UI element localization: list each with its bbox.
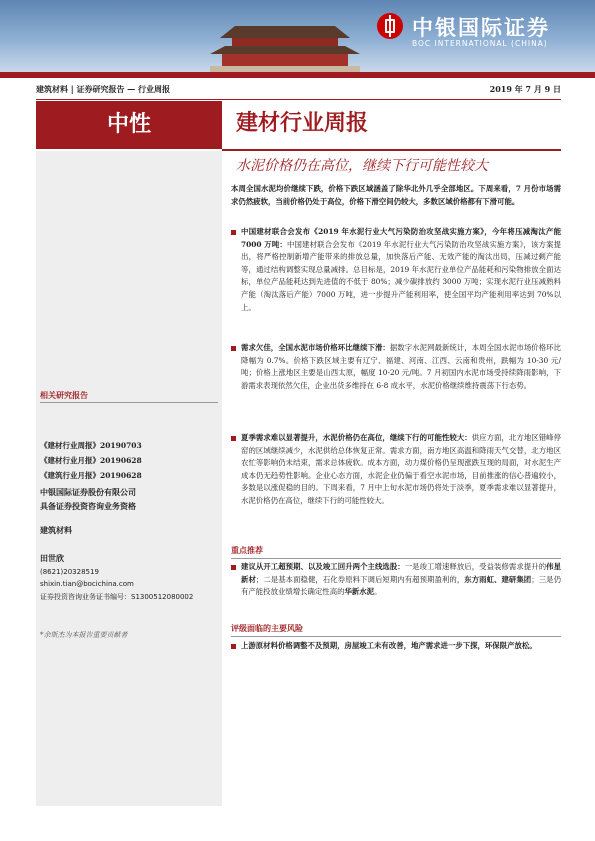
report-title: 建材行业周报: [236, 111, 369, 136]
recommend-text: 一是竣工增速释放后，受益装修需求提升的: [404, 562, 547, 571]
related-report[interactable]: 《建材行业周报》20190703: [40, 441, 142, 450]
bullet-square-icon: [231, 565, 236, 570]
company-name: 中银国际证券股份有限公司: [40, 487, 136, 497]
bullet-square-icon: [231, 644, 236, 649]
palace-illustration: [210, 18, 360, 72]
recommend-text: ；三是仍有产能投放业绩增长确定性高的: [241, 574, 561, 597]
section-divider: [231, 636, 561, 637]
title-divider: [222, 149, 561, 151]
recommend-bold: 建议从开工超预期、以及竣工回升两个主线选股：: [241, 562, 405, 571]
bullet-heading: 夏季需求难以显著提升，水泥价格仍在高位，继续下行的可能性较大：: [241, 433, 472, 442]
bullet-heading: 需求欠佳，全国水泥市场价格环比继续下滑：: [241, 343, 390, 352]
qualification: 具备证券投资咨询业务资格: [40, 501, 136, 511]
risk-text: 上游原材料价格调整不及预期，房屋竣工未有改善，地产需求进一步下探，环保限产放松。: [241, 641, 537, 650]
header-strip: [0, 72, 595, 78]
report-category: 建筑材料 | 证券研究报告 — 行业周报: [36, 84, 171, 94]
analyst-phone: (8621)20328519: [40, 568, 99, 576]
recommend-item: [231, 561, 561, 599]
bullet-item: [231, 342, 561, 392]
report-subtitle: 水泥价格仍在高位，继续下行可能性较大: [236, 158, 488, 174]
bullet-item: [231, 432, 561, 508]
related-report[interactable]: 《建筑行业月报》20190628: [40, 471, 142, 480]
boc-logo-icon: [377, 13, 403, 39]
sidebar: [36, 151, 222, 806]
related-report[interactable]: 《建材行业月报》20190628: [40, 456, 142, 465]
risk-item: [231, 640, 561, 653]
license-number: 证券投资咨询业务证书编号：S1300512080002: [40, 593, 194, 601]
bullet-square-icon: [231, 230, 236, 235]
risk-heading: 评级面临的主要风险: [231, 623, 303, 633]
stock-name: 华新水泥: [344, 587, 375, 597]
header-banner: [0, 0, 595, 72]
bullet-text: 中国建材联合会发布《2019 年水泥行业大气污染防治攻坚战实施方案》，该方案提出，将严格控制新增产能带来的排放总量，加快落后产能、无效产能的淘汰出局，压减过剩产能等，通过结构调整实现总量减排。总目标是，2019 年水泥行业单位产品能耗和污染物排放全面达标，单位产品能耗达到先进值的不低于 80%；减少碳排放约 3000 万吨；实现水泥行业压减熟料产能（淘汰落后产能）7000 万吨，进一步提升产能利用率，使全国平均产能利用率达到 70%以上。: [241, 239, 561, 312]
bullet-square-icon: [231, 346, 236, 351]
report-date: 2019 年 7 月 9 日: [489, 84, 561, 94]
analyst-email[interactable]: shixin.tian@bocichina.com: [40, 580, 134, 588]
bullet-text: 据数字水泥网最新统计，本周全国水泥市场价格环比降幅为 0.7%。价格下跌区域主要有辽宁、福建、河南、江西、云南和贵州，跌幅为 10-30 元/吨；价格上涨地区主要是山西太原，幅度 10-20 元/吨。7 月初国内水泥市场受持续降雨影响，下游需求表现依然欠佳，企业出货多维持在 6-8 成水平，水泥价格继续维持震荡下行态势。: [241, 343, 561, 390]
related-reports-heading: 相关研究报告: [40, 390, 88, 400]
divider: [36, 99, 561, 100]
meta-row: [36, 84, 561, 98]
recommend-heading: 重点推荐: [231, 545, 263, 555]
analyst-name: 田世欣: [40, 553, 64, 563]
rating-badge: 中性: [36, 101, 222, 149]
sector-name: 建筑材料: [40, 525, 72, 535]
stock-name: 伟星新材: [241, 562, 561, 584]
summary-paragraph: 本周全国水泥均价继续下跌，价格下跌区域涵盖了除华北外几乎全部地区。下周来看，7 月份市场需求仍然疲软，当前价格仍处于高位，价格下滑空间仍较大，多数区域价格都有下滑可能。: [231, 184, 561, 206]
sidebar-divider: [40, 402, 218, 403]
brand-name-en: BOC INTERNATIONAL (CHINA): [412, 39, 548, 48]
recommend-text: 。: [374, 587, 382, 597]
recommend-text: ；二是基本面稳健，石化券原料下调后短期内有超预期盈利的，: [255, 574, 465, 584]
bullet-item: [231, 226, 561, 314]
section-divider: [231, 558, 561, 559]
brand-name-cn: 中银国际证券: [412, 16, 550, 40]
bullet-square-icon: [231, 436, 236, 441]
contributor-note: *余斯杰为本报告重要贡献者: [40, 631, 128, 639]
bullet-heading: 中国建材联合会发布《2019 年水泥行业大气污染防治攻坚战实施方案》，今年将压减淘汰产能 7000 万吨：: [241, 227, 561, 249]
bullet-text: 供应方面，北方地区错峰停窑的区域继续减少，水泥供给总体恢复正常。需求方面，南方地区高温和降雨天气交替，北方地区农忙等影响仍未结束，需求总体疲软。成本方面，动力煤价格仍呈现涨跌互现的局面，对水泥生产成本仍无趋势性影响。企业心态方面，水泥企业仍偏于看空水泥市场，目前推涨的信心普遍较小，多数是以涨促稳的目的。下周来看，7 月中上旬水泥市场仍将处于淡季，夏季需求难以显著提升，水泥价格仍在高位，继续下行的可能性较大。: [241, 433, 561, 505]
stock-name: 东方雨虹、建研集团: [464, 574, 532, 584]
